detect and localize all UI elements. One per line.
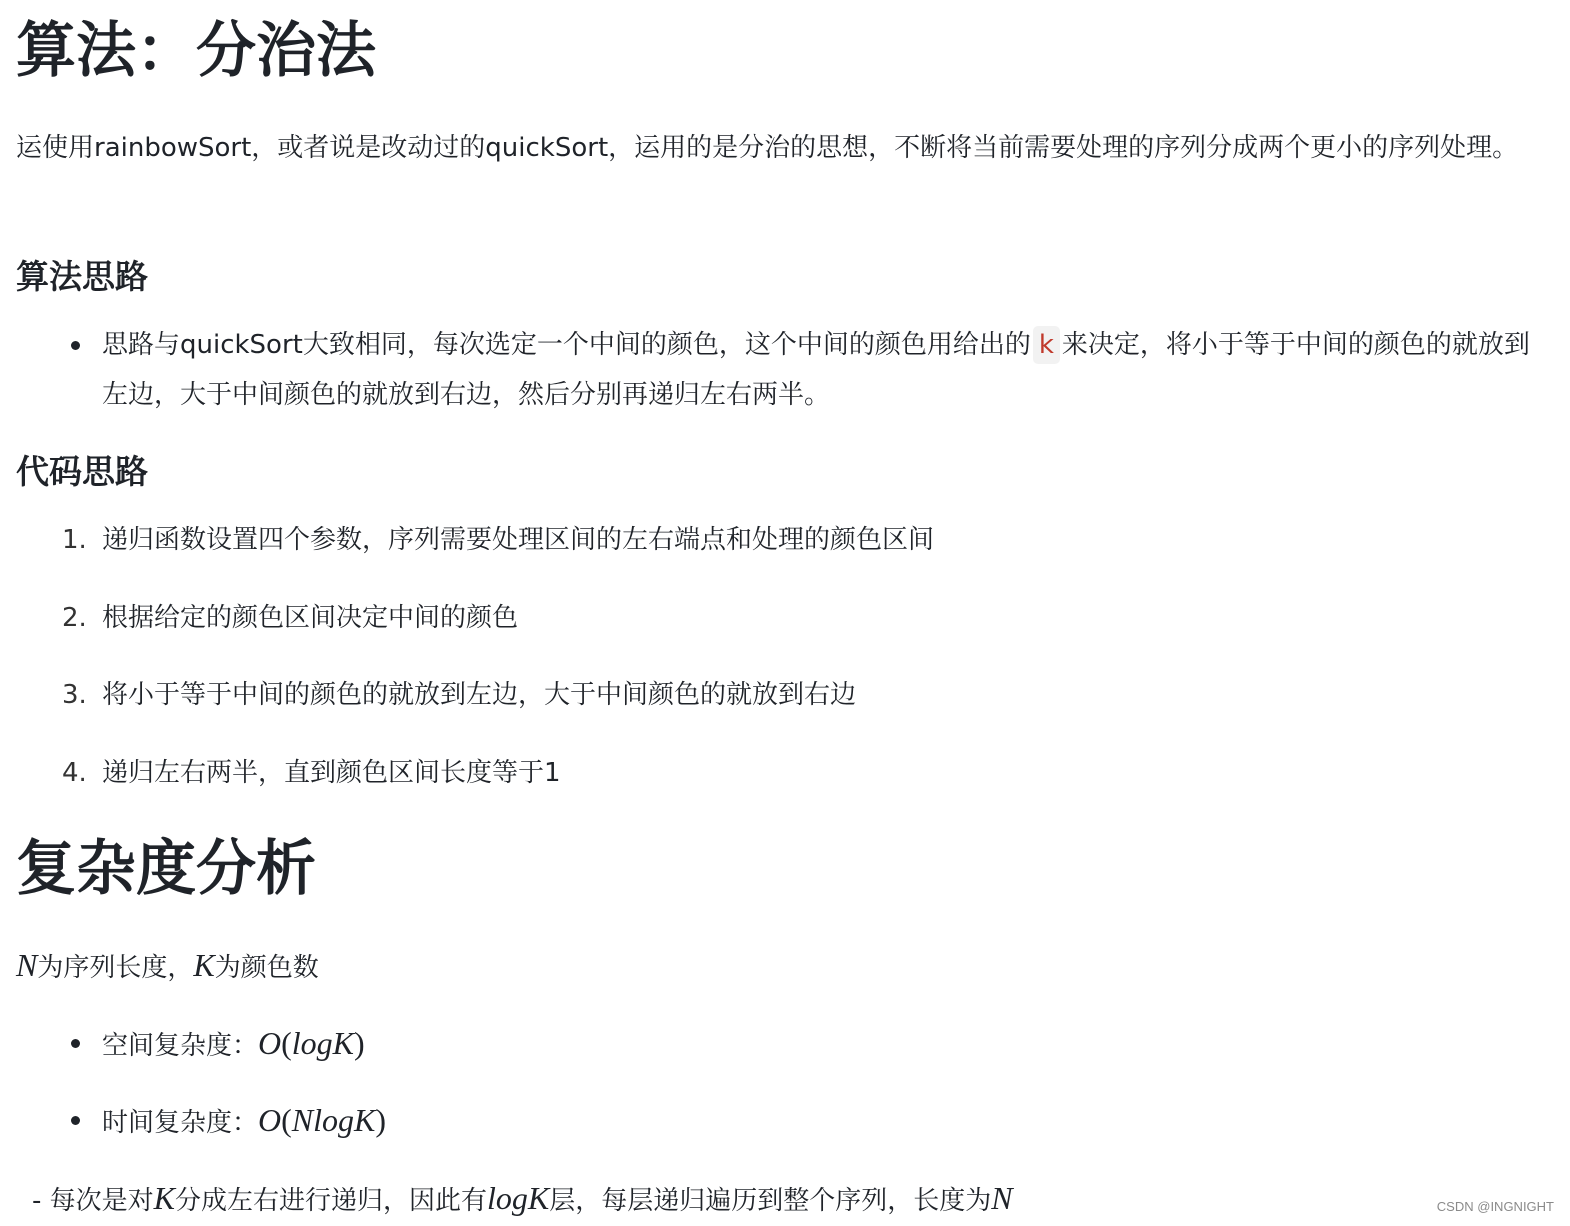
note-text-1: 每次是对 (49, 1186, 154, 1216)
space-label: 空间复杂度： (102, 1031, 259, 1061)
list-number-1: 1. (62, 525, 87, 555)
math-n: N (16, 947, 38, 983)
time-complexity-item (102, 1095, 1542, 1148)
math-space-rparen: ) (354, 1025, 365, 1061)
math-space-lparen: ( (281, 1025, 292, 1061)
bullet-dot (71, 1039, 80, 1048)
math-time-rparen: ) (375, 1102, 387, 1138)
complexity-definitions (16, 940, 1552, 993)
math-note-k: K (153, 1180, 176, 1216)
complexity-note (32, 1173, 1568, 1226)
heading-code-idea: 代码思路 (16, 452, 148, 491)
list-item-2: 根据给定的颜色区间决定中间的颜色 (102, 603, 519, 633)
math-time-lparen: ( (281, 1102, 292, 1138)
bullet-dot (71, 341, 80, 350)
heading-algorithm-idea: 算法思路 (16, 257, 148, 296)
space-complexity-item (102, 1018, 1542, 1071)
def-n-text: 为序列长度， (37, 953, 194, 983)
def-k-text: 为颜色数 (214, 953, 319, 983)
note-dash: - (32, 1186, 42, 1216)
bullet-dot (71, 1116, 80, 1125)
time-label: 时间复杂度： (102, 1108, 259, 1138)
math-note-logk: logK (487, 1180, 550, 1216)
math-time-O: O (258, 1102, 282, 1138)
csdn-watermark: CSDN @INGNIGHT (1436, 1199, 1554, 1214)
note-text-3: 层，每层递归遍历到整个序列，长度为 (549, 1186, 992, 1216)
inline-code-k: k (1033, 326, 1060, 364)
idea-text-before: 思路与quickSort大致相同，每次选定一个中间的颜色，这个中间的颜色用给出的 (102, 330, 1031, 360)
list-item-4: 递归左右两半，直到颜色区间长度等于1 (102, 758, 561, 788)
math-note-n: N (991, 1180, 1013, 1216)
heading-complexity: 复杂度分析 (16, 834, 316, 904)
heading-algorithm: 算法：分治法 (16, 16, 376, 86)
math-time-expr: NlogK (291, 1102, 376, 1138)
intro-paragraph: 运使用rainbowSort，或者说是改动过的quickSort，运用的是分治的思想，不断将当前需要处理的序列分成两个更小的序列处理。 (16, 133, 1519, 163)
list-number-3: 3. (62, 680, 87, 710)
list-number-4: 4. (62, 758, 87, 788)
note-text-2: 分成左右进行递归，因此有 (175, 1186, 488, 1216)
idea-bullet-item (102, 320, 1542, 420)
list-item-3: 将小于等于中间的颜色的就放到左边，大于中间颜色的就放到右边 (102, 680, 857, 710)
list-number-2: 2. (62, 603, 87, 633)
math-k: K (193, 947, 215, 983)
math-space-expr: logK (291, 1025, 355, 1061)
list-item-1: 递归函数设置四个参数，序列需要处理区间的左右端点和处理的颜色区间 (102, 525, 935, 555)
math-space-O: O (258, 1025, 282, 1061)
idea-text-after: 来决定，将小于等于中间的颜色的就放到左边，大于中间颜色的就放到右边，然后分别再递归左右两半。 (102, 330, 1530, 410)
